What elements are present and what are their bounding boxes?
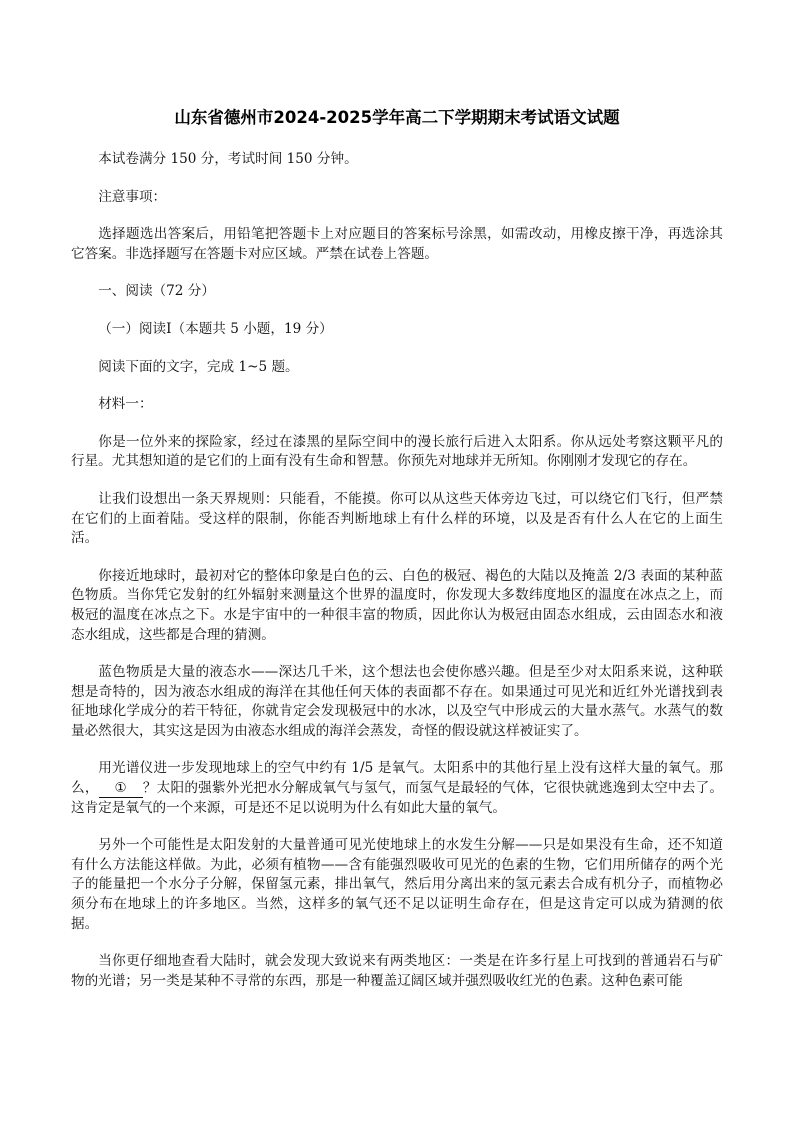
exam-intro: 本试卷满分 150 分，考试时间 150 分钟。	[98, 151, 358, 167]
passage-paragraph-6: 另外一个可能性是太阳发射的大量普通可见光使地球上的水发生分解——只是如果没有生命，还不知道有什么方法能这样做。为此，必须有植物——含有能强烈吸收可见光的色素的生物，它们用所储存的两个光子的能量把一个水分子分解，保留氢元素，排出氧气，然后用分离出来的氢元素去合成有机分子，而植物必须分布在地球上的许多地区。当然，这样多的氧气还不足以证明生命存在，但是这肯定可以成为猜测的依据。	[71, 837, 723, 932]
notice-body: 选择题选出答案后，用铅笔把答题卡上对应题目的答案标号涂黑，如需改动，用橡皮擦干净，再选涂其它答案。非选择题写在答题卡对应区域。严禁在试卷上答题。	[71, 226, 723, 262]
section-heading: 一、阅读（72 分）	[98, 283, 215, 300]
material-label: 材料一：	[98, 396, 153, 413]
notice-heading: 注意事项：	[98, 188, 167, 205]
passage-paragraph-5	[71, 759, 723, 818]
passage-paragraph-2: 让我们设想出一条天界规则：只能看，不能摸。你可以从这些天体旁边飞过，可以绕它们飞行，但严禁在它们的上面着陆。受这样的限制，你能否判断地球上有什么样的环境，以及是否有什么人在它的上面生活。	[71, 490, 723, 547]
paragraph-5-text-after-blank: ？太阳的强紫外光把水分解成氧气与氢气，而氢气是最轻的气体，它很快就逃逸到太空中去了。这肯定是氧气的一个来源，可是还不足以说明为什么有如此大量的氧气。	[71, 780, 724, 816]
reading-instruction: 阅读下面的文字，完成 1~5 题。	[98, 358, 299, 375]
passage-paragraph-7: 当你更仔细地查看大陆时，就会发现大致说来有两类地区：一类是在许多行星上可找到的普通岩石与矿物的光谱；另一类是某种不寻常的东西，那是一种覆盖辽阔区域并强烈吸收红光的色素。这种色素可能	[71, 953, 723, 989]
passage-paragraph-3: 你接近地球时，最初对它的整体印象是白色的云、白色的极冠、褐色的大陆以及掩盖 2/3 表面的某种蓝色物质。当你凭它发射的红外辐射来测量这个世界的温度时，你发现大多数纬度地区的温度在冰点之上，而极冠的温度在冰点之下。水是宇宙中的一种很丰富的物质，因此你认为极冠由固态水组成，云由固态水和液态水组成，这些都是合理的猜测。	[71, 567, 723, 643]
paragraph-5-text-before-blank: 用光谱仪进一步发现地球上的空气中约有 1/5 是氧气。太阳系中的其他行星上没有这样大量的氧气。那么，	[71, 760, 723, 797]
passage-paragraph-1: 你是一位外来的探险家，经过在漆黑的星际空间中的漫长旅行后进入太阳系。你从远处考察这颗平凡的行星。尤其想知道的是它们的上面有没有生命和智慧。你预先对地球并无所知。你刚刚才发现它的存在。	[71, 433, 723, 470]
fill-in-blank: ①	[99, 780, 143, 798]
passage-paragraph-4: 蓝色物质是大量的液态水——深达几千米，这个想法也会使你感兴趣。但是至少对太阳系来说，这种联想是奇特的，因为液态水组成的海洋在其他任何天体的表面都不存在。如果通过可见光和近红外光谱找到表征地球化学成分的若干特征，你就肯定会发现极冠中的水冰，以及空气中形成云的大量水蒸气。水蒸气的数量必然很大，其实这是因为由液态水组成的海洋会蒸发，奇怪的假设就这样被证实了。	[71, 664, 723, 739]
page-title: 山东省德州市2024-2025学年高二下学期期末考试语文试题	[174, 108, 620, 127]
subsection-heading: （一）阅读Ⅰ（本题共 5 小题，19 分）	[98, 320, 333, 337]
